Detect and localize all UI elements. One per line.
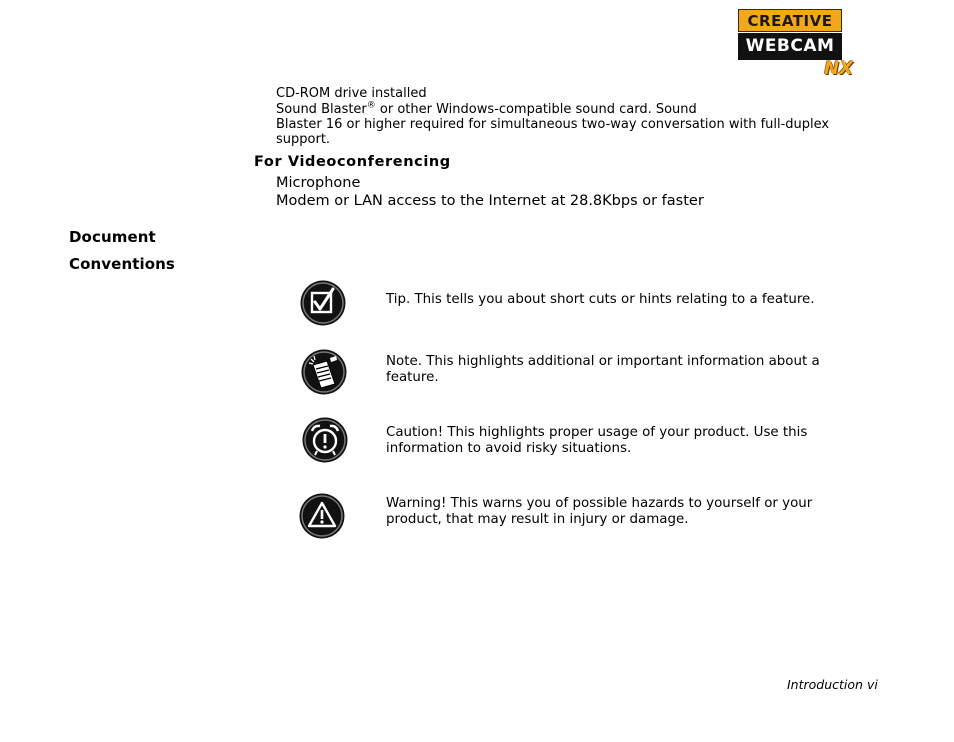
req-support: support. xyxy=(276,132,331,147)
req-sound-card-part1: Sound Blaster xyxy=(276,102,367,117)
logo-model: NX xyxy=(824,58,853,79)
registered-mark: ® xyxy=(366,100,376,111)
req-modem: Modem or LAN access to the Internet at 28.8Kbps or faster xyxy=(276,193,704,209)
convention-tip-text: Tip. This tells you about short cuts or hints relating to a feature. xyxy=(386,292,815,307)
req-microphone: Microphone xyxy=(276,175,361,191)
warning-triangle-icon xyxy=(298,492,346,540)
logo-brand: CREATIVE xyxy=(738,9,842,32)
convention-caution-text: Caution! This highlights proper usage of your product. Use this information to avoid risky situations. xyxy=(386,425,808,456)
convention-warning-text: Warning! This warns you of possible hazards to yourself or your product, that may result in injury or damage. xyxy=(386,496,813,527)
req-sound-card xyxy=(276,102,697,117)
checkbox-tick-icon xyxy=(299,279,347,327)
note-pencil-icon xyxy=(300,348,348,396)
req-sound-card-part2: or other Windows-compatible sound card. Sound xyxy=(375,102,697,117)
section-heading-document: Document xyxy=(69,228,156,246)
section-heading-conventions: Conventions xyxy=(69,255,175,273)
req-cdrom: CD-ROM drive installed xyxy=(276,86,427,101)
alarm-clock-caution-icon xyxy=(301,416,349,464)
page-footer: Introduction vi xyxy=(787,677,878,692)
creative-webcam-nx-logo xyxy=(738,9,860,79)
videoconferencing-heading: For Videoconferencing xyxy=(254,154,451,170)
logo-product: WEBCAM xyxy=(738,33,842,60)
convention-note-text: Note. This highlights additional or important information about a feature. xyxy=(386,354,820,385)
req-sound-card-cont: Blaster 16 or higher required for simultaneous two-way conversation with full-duplex xyxy=(276,117,830,132)
